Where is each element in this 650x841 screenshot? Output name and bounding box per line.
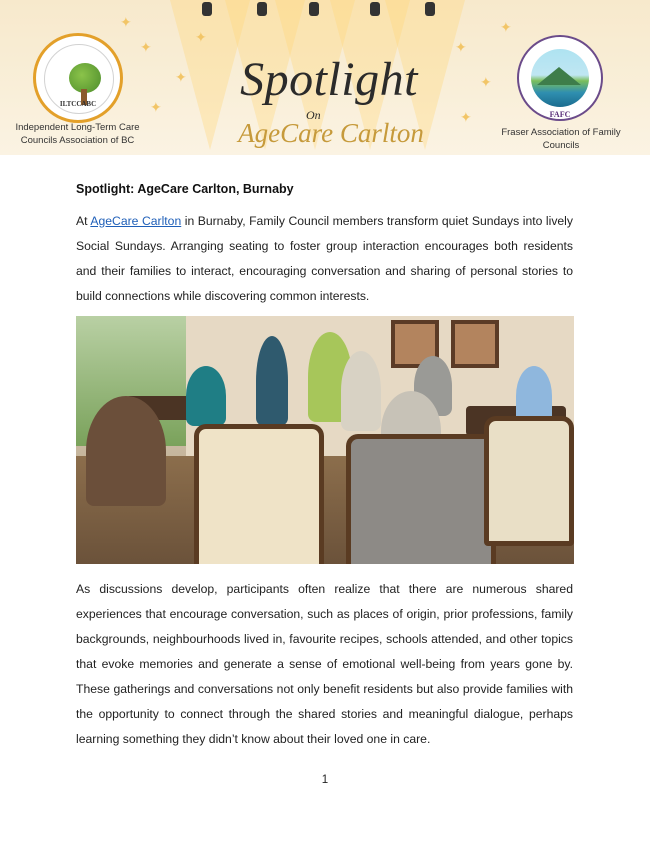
sparkle-icon: ✦ [455, 39, 467, 55]
intro-paragraph [76, 209, 573, 309]
chair [194, 424, 324, 564]
sparkle-icon: ✦ [120, 14, 132, 30]
iltccabc-logo [33, 33, 123, 123]
sparkle-icon: ✦ [460, 109, 472, 125]
sparkle-icon: ✦ [150, 99, 162, 115]
fafc-logo [517, 35, 603, 121]
chair [484, 416, 574, 546]
sparkle-icon: ✦ [140, 39, 152, 55]
right-caption-line1: Fraser Association of Family [501, 127, 621, 138]
left-logo-caption [0, 121, 155, 147]
spotlight-lamp-icon [257, 2, 267, 16]
person [341, 351, 381, 431]
sparkle-icon: ✦ [480, 74, 492, 90]
landscape-icon [531, 49, 589, 107]
person [256, 336, 288, 426]
spotlight-title: Spotlight [240, 53, 418, 106]
spotlight-lamp-icon [370, 2, 380, 16]
mountain-icon [537, 67, 581, 85]
sparkle-icon: ✦ [500, 19, 512, 35]
article-heading: Spotlight: AgeCare Carlton, Burnaby [76, 182, 294, 196]
page-number: 1 [321, 774, 329, 786]
sparkle-icon: ✦ [195, 29, 207, 45]
residents-photo [76, 316, 574, 564]
person [86, 396, 166, 506]
chair [346, 434, 496, 564]
agecare-carlton-link[interactable]: AgeCare Carlton [90, 214, 182, 228]
wall-painting [451, 320, 499, 368]
intro-prefix: At [76, 214, 91, 228]
spotlight-lamp-icon [425, 2, 435, 16]
header-banner [0, 0, 650, 155]
left-caption-line1: Independent Long-Term Care [15, 122, 140, 133]
spotlight-subtitle: AgeCare Carlton [238, 118, 424, 148]
discussion-paragraph: As discussions develop, participants often realize that there are numerous shared experiences that encourage conversation, such as places of origin, prior professions, family backgrounds, neighbourhoods lived in, favourite recipes, schools attended, and other topics that evoke memories and generate a sense of emotional well-being from years gone by. These gatherings and conversations not only benefit residents but also provide families with the opportunity to connect through the shared stories and meaningful dialogue, perhaps learning something they didn’t know about their loved one in care. [76, 582, 573, 746]
spotlight-on-label: On [306, 108, 321, 122]
left-logo-abbr: ILTCCABC [59, 100, 97, 108]
person [186, 366, 226, 426]
spotlight-lamp-icon [309, 2, 319, 16]
right-logo-caption [494, 126, 628, 152]
sparkle-icon: ✦ [175, 69, 187, 85]
spotlight-lamp-icon [202, 2, 212, 16]
intro-text: in Burnaby, Family Council members transform quiet Sundays into lively Social Sundays. Arranging seating to foster group interaction encourages both residents and their families to interact, encouraging conversation and sharing of personal stories to build connections while discovering common interests. [76, 214, 573, 303]
right-caption-line2: Councils [542, 140, 580, 151]
right-logo-abbr: FAFC [549, 110, 571, 119]
left-caption-line2: Councils Association of BC [20, 135, 135, 146]
